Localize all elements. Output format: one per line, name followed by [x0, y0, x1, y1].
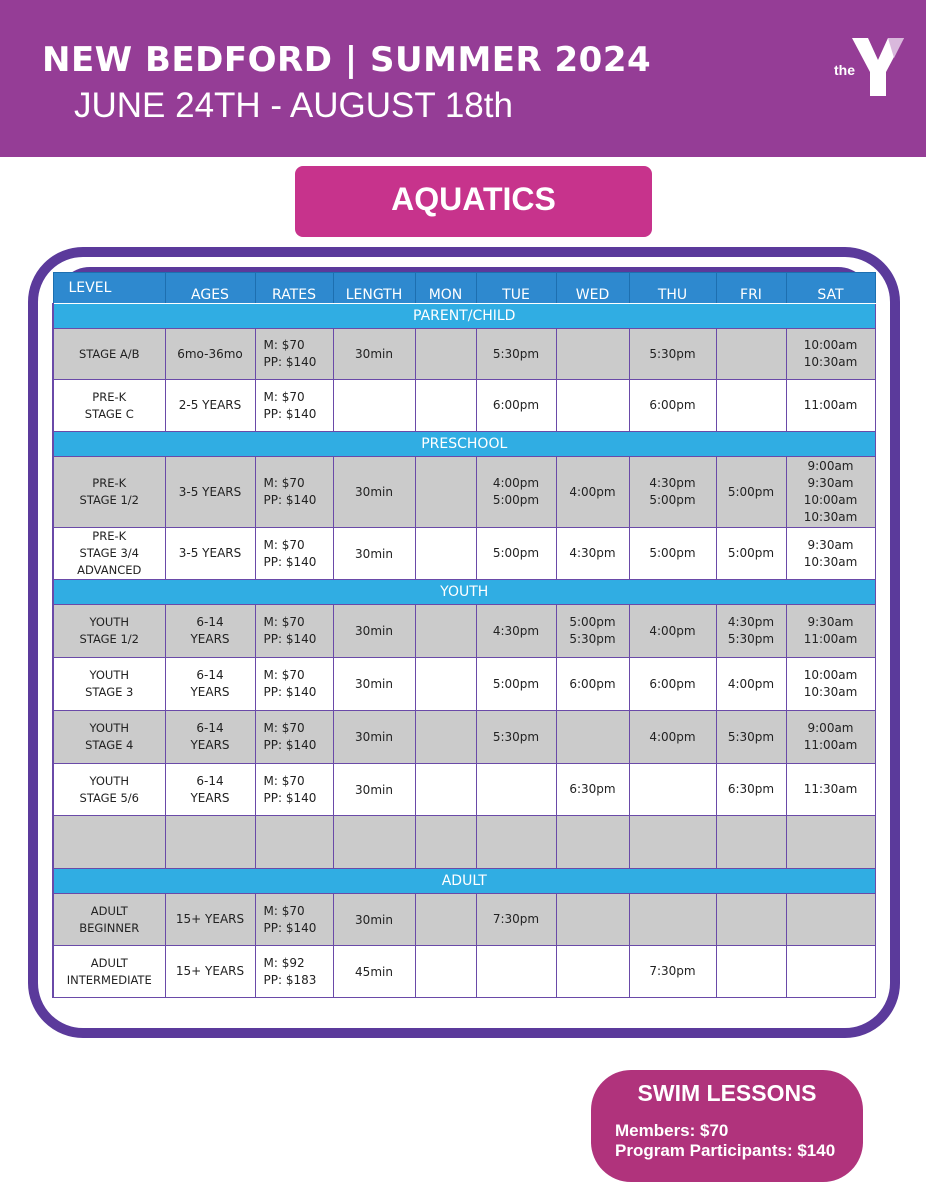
cell-level	[53, 764, 165, 816]
cell-mon	[415, 946, 476, 998]
cell-thu	[629, 894, 716, 946]
cell-wed	[556, 711, 629, 764]
cell-line: 4:30pm	[492, 623, 540, 638]
cell-fri	[716, 457, 786, 528]
cell-mon	[415, 894, 476, 946]
cell-fri	[716, 605, 786, 658]
cell-line: 4:00pm	[649, 623, 696, 638]
cell-line: STAGE C	[84, 406, 134, 421]
ymca-y-icon	[848, 36, 906, 98]
cell-level	[53, 457, 165, 528]
page-title: NEW BEDFORD | SUMMER 2024	[42, 40, 652, 80]
section-row	[53, 432, 875, 457]
col-header-thu: THU	[629, 273, 716, 304]
cell-line: YOUTH	[89, 773, 130, 788]
cell-line: PRE-K	[92, 389, 127, 404]
cell-line: 4:30pm	[649, 476, 696, 490]
cell-line: M: $70	[263, 537, 305, 552]
col-header-wed: WED	[556, 273, 629, 304]
cell-mon	[415, 457, 476, 528]
cell-line: 5:30pm	[649, 346, 696, 361]
cell-tue	[476, 764, 556, 816]
cell-line: 5:00pm	[649, 546, 696, 560]
cell-mon	[415, 605, 476, 658]
cell-wed	[556, 658, 629, 711]
cell-tue	[476, 605, 556, 658]
cell-rates	[255, 528, 333, 580]
cell-length: 30min	[333, 658, 415, 711]
cell-line: INTERMEDIATE	[66, 972, 152, 987]
cell-rates	[255, 329, 333, 380]
cell-length: 30min	[333, 894, 415, 946]
cell-line: 11:00am	[803, 738, 858, 752]
cell-line: 4:00pm	[649, 729, 696, 744]
cell-line: 10:00am	[803, 668, 858, 682]
cell-line: 9:00am	[807, 721, 854, 735]
cell-tue	[476, 329, 556, 380]
cell-tue	[476, 711, 556, 764]
cell-rates	[255, 605, 333, 658]
cell-rates	[255, 658, 333, 711]
cell-line: YEARS	[190, 790, 230, 805]
col-header-length: LENGTH	[333, 273, 415, 304]
cell-line: 9:00am	[807, 459, 854, 473]
cell-level	[53, 894, 165, 946]
cell-wed	[556, 946, 629, 998]
cell-sat	[786, 380, 875, 432]
cell-line: STAGE 5/6	[79, 790, 139, 805]
cell-line: 6-14	[196, 773, 224, 788]
cell-mon	[415, 658, 476, 711]
col-header-level: LEVEL	[53, 273, 165, 304]
cell-line: STAGE 4	[85, 738, 134, 752]
cell-thu	[629, 658, 716, 711]
cell-line: 4:30pm	[569, 546, 616, 560]
cell-level	[53, 380, 165, 432]
cell-mon	[415, 711, 476, 764]
cell-line: 4:00pm	[569, 484, 616, 499]
cell-line: 15+ YEARS	[175, 912, 245, 926]
swim-lessons-title: SWIM LESSONS	[637, 1080, 817, 1106]
cell-line: 5:00pm	[727, 484, 775, 499]
cell-tue	[476, 894, 556, 946]
cell-length	[333, 816, 415, 869]
cell-length	[333, 380, 415, 432]
cell-line: 6mo-36mo	[177, 346, 243, 361]
cell-line: 5:30pm	[727, 632, 775, 646]
cell-length: 30min	[333, 764, 415, 816]
cell-line: 15+ YEARS	[175, 964, 245, 978]
cell-rates	[255, 946, 333, 998]
cell-level	[53, 658, 165, 711]
section-row	[53, 580, 875, 605]
section-row	[53, 304, 875, 329]
section-label: PARENT/CHILD	[53, 304, 875, 329]
col-header-tue: TUE	[476, 273, 556, 304]
cell-ages	[165, 658, 255, 711]
cell-tue	[476, 380, 556, 432]
cell-sat	[786, 711, 875, 764]
schedule-row	[53, 605, 875, 658]
schedule-row	[53, 816, 875, 869]
section-row	[53, 869, 875, 894]
col-header-mon: MON	[415, 273, 476, 304]
cell-thu	[629, 380, 716, 432]
cell-ages	[165, 894, 255, 946]
cell-line: 6-14	[196, 615, 224, 629]
cell-line: M: $70	[263, 476, 305, 490]
cell-line: 5:00pm	[649, 493, 696, 507]
schedule-row	[53, 894, 875, 946]
section-label: PRESCHOOL	[53, 432, 875, 457]
cell-line: M: $70	[263, 389, 305, 404]
cell-line: 5:00pm	[727, 546, 775, 560]
cell-line: PRE-K	[92, 476, 127, 490]
cell-line: STAGE 3/4	[79, 546, 139, 560]
cell-line: YOUTH	[89, 668, 130, 682]
cell-fri	[716, 711, 786, 764]
cell-tue	[476, 528, 556, 580]
date-range: JUNE 24TH - AUGUST 18th	[74, 86, 513, 125]
schedule-row	[53, 764, 875, 816]
cell-line: STAGE 1/2	[79, 632, 139, 646]
cell-ages	[165, 380, 255, 432]
cell-fri	[716, 329, 786, 380]
cell-line: M: $92	[263, 955, 305, 970]
cell-thu	[629, 946, 716, 998]
cell-length: 30min	[333, 711, 415, 764]
cell-line: M: $70	[263, 903, 305, 918]
cell-line: 3-5 YEARS	[178, 546, 242, 560]
cell-line: 10:30am	[803, 355, 858, 369]
cell-line: 6:30pm	[569, 782, 616, 796]
cell-line: STAGE A/B	[78, 346, 140, 361]
cell-line: 6:00pm	[492, 398, 540, 412]
schedule-row	[53, 380, 875, 432]
cell-line: YOUTH	[89, 721, 130, 735]
cell-line: PP: $140	[263, 406, 317, 421]
cell-rates	[255, 816, 333, 869]
cell-line: 5:00pm	[492, 493, 540, 507]
cell-mon	[415, 816, 476, 869]
section-label: ADULT	[53, 869, 875, 894]
cell-line: 4:30pm	[727, 615, 775, 629]
cell-length: 30min	[333, 605, 415, 658]
cell-line: 6-14	[196, 721, 224, 735]
cell-rates	[255, 380, 333, 432]
swim-lessons-box	[591, 1070, 863, 1182]
cell-thu	[629, 764, 716, 816]
cell-line: PP: $140	[263, 554, 317, 569]
cell-length: 45min	[333, 946, 415, 998]
cell-line: 11:00am	[803, 398, 858, 412]
cell-length: 30min	[333, 457, 415, 528]
cell-level	[53, 329, 165, 380]
schedule-row	[53, 946, 875, 998]
ymca-logo	[826, 36, 906, 100]
cell-fri	[716, 528, 786, 580]
cell-line: 6:00pm	[569, 676, 616, 691]
col-header-sat: SAT	[786, 273, 875, 304]
cell-line: 7:30pm	[492, 912, 540, 926]
cell-level	[53, 816, 165, 869]
cell-line: 5:00pm	[569, 615, 616, 629]
cell-line: STAGE 3	[85, 685, 134, 699]
program-participants-price: Program Participants: $140	[615, 1141, 836, 1160]
cell-mon	[415, 329, 476, 380]
cell-rates	[255, 764, 333, 816]
cell-line: YEARS	[190, 738, 230, 752]
cell-ages	[165, 764, 255, 816]
col-header-rates: RATES	[255, 273, 333, 304]
cell-sat	[786, 605, 875, 658]
cell-line: 11:00am	[803, 632, 858, 646]
cell-mon	[415, 528, 476, 580]
cell-fri	[716, 894, 786, 946]
cell-line: YEARS	[190, 685, 230, 699]
cell-line: 6:00pm	[649, 676, 696, 691]
cell-line: 5:00pm	[492, 546, 540, 560]
cell-sat	[786, 329, 875, 380]
cell-length: 30min	[333, 329, 415, 380]
cell-line: 11:30am	[803, 782, 858, 796]
section-label: YOUTH	[53, 580, 875, 605]
cell-wed	[556, 380, 629, 432]
cell-length: 30min	[333, 528, 415, 580]
cell-line: 10:30am	[803, 685, 858, 699]
cell-line: 5:00pm	[492, 676, 540, 691]
cell-wed	[556, 764, 629, 816]
cell-line: 10:30am	[803, 510, 858, 524]
cell-line: 10:30am	[803, 554, 858, 569]
cell-rates	[255, 711, 333, 764]
cell-fri	[716, 946, 786, 998]
cell-line: 4:00pm	[492, 476, 540, 490]
cell-wed	[556, 605, 629, 658]
cell-level	[53, 946, 165, 998]
cell-tue	[476, 946, 556, 998]
cell-wed	[556, 528, 629, 580]
cell-ages	[165, 711, 255, 764]
col-header-fri: FRI	[716, 273, 786, 304]
cell-line: PP: $140	[263, 685, 317, 699]
cell-line: STAGE 1/2	[79, 493, 139, 507]
cell-ages	[165, 329, 255, 380]
cell-sat	[786, 946, 875, 998]
cell-line: M: $70	[263, 668, 305, 682]
cell-sat	[786, 528, 875, 580]
cell-level	[53, 711, 165, 764]
cell-level	[53, 605, 165, 658]
cell-line: 9:30am	[807, 476, 854, 490]
cell-line: 9:30am	[807, 615, 854, 629]
cell-ages	[165, 946, 255, 998]
cell-sat	[786, 894, 875, 946]
cell-wed	[556, 816, 629, 869]
cell-line: M: $70	[263, 721, 305, 735]
cell-line: PP: $140	[263, 493, 317, 507]
cell-mon	[415, 764, 476, 816]
cell-line: 2-5 YEARS	[178, 398, 242, 412]
cell-rates	[255, 894, 333, 946]
cell-tue	[476, 816, 556, 869]
cell-sat	[786, 457, 875, 528]
cell-line: 5:30pm	[727, 729, 775, 744]
cell-line: PP: $183	[263, 972, 317, 987]
schedule-table	[52, 272, 876, 998]
page-header	[0, 0, 926, 157]
cell-fri	[716, 816, 786, 869]
cell-line: ADVANCED	[77, 563, 142, 577]
schedule-row	[53, 457, 875, 528]
cell-thu	[629, 528, 716, 580]
cell-thu	[629, 329, 716, 380]
cell-fri	[716, 658, 786, 711]
schedule-row	[53, 711, 875, 764]
cell-wed	[556, 894, 629, 946]
cell-thu	[629, 457, 716, 528]
cell-mon	[415, 380, 476, 432]
cell-ages	[165, 528, 255, 580]
cell-tue	[476, 658, 556, 711]
logo-text: the	[834, 62, 855, 78]
cell-line: PP: $140	[263, 632, 317, 646]
cell-line: PP: $140	[263, 738, 317, 752]
cell-line: 6:00pm	[649, 398, 696, 412]
cell-line: 10:00am	[803, 493, 858, 507]
schedule-row	[53, 658, 875, 711]
cell-line: PP: $140	[263, 790, 317, 805]
cell-ages	[165, 457, 255, 528]
cell-line: YOUTH	[89, 615, 130, 629]
cell-line: M: $70	[263, 338, 305, 352]
cell-line: 5:30pm	[569, 632, 616, 646]
cell-ages	[165, 816, 255, 869]
cell-line: 10:00am	[803, 338, 858, 352]
schedule-row	[53, 528, 875, 580]
cell-line: PRE-K	[92, 529, 127, 543]
cell-sat	[786, 658, 875, 711]
cell-line: PP: $140	[263, 355, 317, 369]
cell-line: PP: $140	[263, 920, 317, 935]
members-price: Members: $70	[615, 1121, 729, 1140]
cell-line: YEARS	[190, 632, 230, 646]
cell-line: 6:30pm	[727, 782, 775, 796]
schedule-body	[53, 304, 875, 998]
cell-wed	[556, 457, 629, 528]
cell-line: M: $70	[263, 773, 305, 788]
col-header-ages: AGES	[165, 273, 255, 304]
cell-line: BEGINNER	[79, 920, 140, 935]
cell-line: 5:30pm	[492, 729, 540, 744]
cell-line: ADULT	[90, 955, 128, 970]
cell-thu	[629, 605, 716, 658]
cell-line: 9:30am	[807, 537, 854, 552]
cell-wed	[556, 329, 629, 380]
cell-line: 4:00pm	[727, 676, 775, 691]
section-title-aquatics: AQUATICS	[295, 166, 652, 237]
cell-sat	[786, 816, 875, 869]
cell-fri	[716, 764, 786, 816]
cell-fri	[716, 380, 786, 432]
cell-ages	[165, 605, 255, 658]
cell-tue	[476, 457, 556, 528]
cell-line: 5:30pm	[492, 346, 540, 361]
cell-thu	[629, 816, 716, 869]
cell-thu	[629, 711, 716, 764]
schedule-row	[53, 329, 875, 380]
cell-line: 7:30pm	[649, 964, 696, 978]
cell-sat	[786, 764, 875, 816]
header-row	[53, 273, 875, 304]
cell-line: 6-14	[196, 668, 224, 682]
cell-line: 3-5 YEARS	[178, 484, 242, 499]
cell-line: M: $70	[263, 615, 305, 629]
cell-rates	[255, 457, 333, 528]
cell-line: ADULT	[90, 903, 128, 918]
cell-level	[53, 528, 165, 580]
